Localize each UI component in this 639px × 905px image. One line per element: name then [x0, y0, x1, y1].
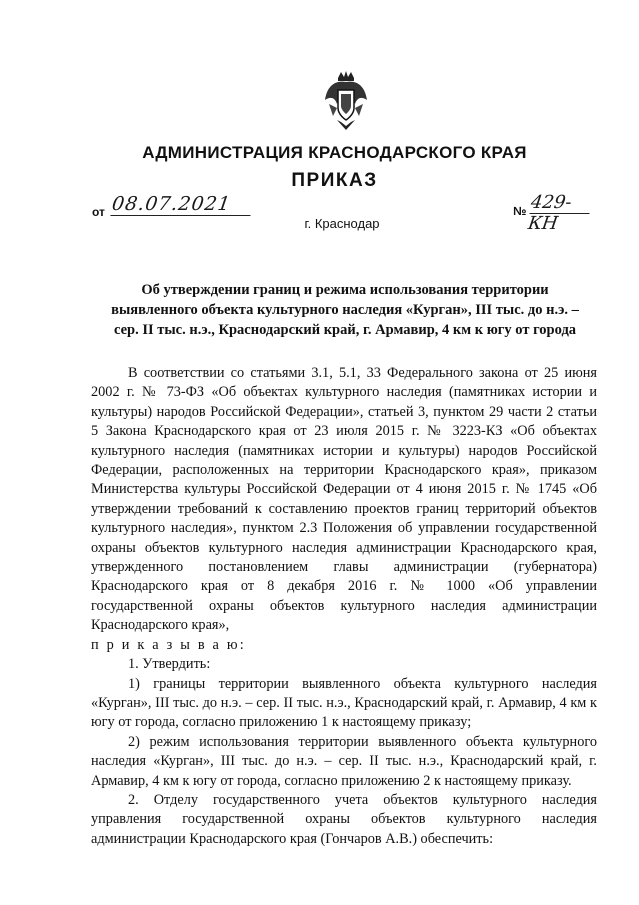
number-prefix: № — [513, 204, 527, 218]
item-1: 1. Утвердить: — [128, 656, 211, 673]
coat-of-arms-icon — [323, 70, 369, 132]
date-prefix: от — [92, 205, 105, 219]
order-word: п р и к а з ы в а ю: — [91, 636, 246, 653]
document-number: 429-КН — [529, 192, 592, 214]
preamble-paragraph: В соответствии со статьями 3.1, 5.1, 33 Федерального закона от 25 июня 2002 г. № 73-ФЗ «Об объектах культурного наследия (памятниках истории и культуры) народов Российской Федерации», статьей 3, пунктом 29 части 2 статьи 5 Закона Краснодарского края от 23 июля 2015 г. № 3223-КЗ «Об объектах культурного наследия (памятниках истории и культуры) народов Российской Федерации, расположенных на территории Краснодарского края», приказом Министерства культуры Российской Федерации от 4 июня 2015 г. № 1745 «Об утверждении требований к составлению проектов границ территорий объектов культурного наследия», пунктом 2.3 Положения об управлении государственной охраны объектов культурного наследия администрации Краснодарского края, утвержденного постановлением главы администрации (губернатора) Краснодарского края от 8 декабря 2016 г. № 1000 «Об управлении государственной охраны объектов культурного наследия администрации Краснодарского края», — [91, 365, 597, 634]
item-2: 2. Отделу государственного учета объектов культурного наследия управления государственной охраны объектов культурного наследия администрации Краснодарского края (Гончаров А.В.) обеспечить: — [91, 791, 597, 847]
city: г. Краснодар — [304, 216, 380, 231]
document-type: ПРИКАЗ — [291, 170, 378, 191]
item-1-2: 2) режим использования территории выявленного объекта культурного наследия «Курган», III тыс. до н.э. – сер. II тыс. н.э., Краснодарский край, г. Армавир, 4 км к югу от города, согласно приложению 2 к настоящему приказу. — [91, 733, 597, 789]
item-1-1: 1) границы территории выявленного объекта культурного наследия «Курган», III тыс. до н.э. – сер. II тыс. н.э., Краснодарский край, г. Армавир, 4 км к югу от города, согласно приложению 1 к настоящему приказу; — [91, 675, 597, 731]
document-title: Об утверждении границ и режима использования территории выявленного объекта культурного наследия «Курган», III тыс. до н.э. – сер. II тыс. н.э., Краснодарский край, г. Армавир, 4 км к югу от города — [111, 282, 579, 338]
document-date: 08.07.2021 — [110, 193, 253, 216]
organization-name: АДМИНИСТРАЦИЯ КРАСНОДАРСКОГО КРАЯ — [142, 143, 527, 162]
document-body — [91, 364, 597, 849]
